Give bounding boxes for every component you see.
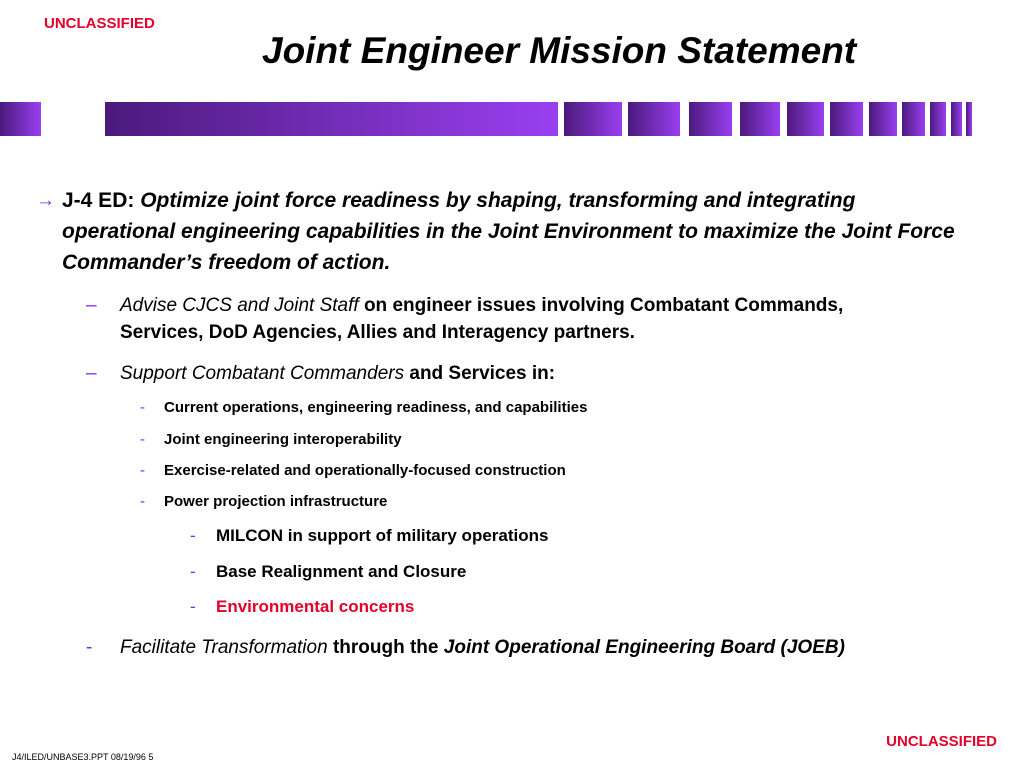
dash-bullet-icon: -	[140, 431, 145, 448]
dash-bullet-icon: -	[140, 493, 145, 510]
support-item-text: Joint engineering interoperability	[164, 431, 402, 448]
arrow-right-icon: →	[36, 190, 55, 211]
list-item	[140, 461, 864, 481]
list-item	[190, 561, 916, 583]
support-rest: and Services in:	[404, 363, 556, 384]
support-bullet	[86, 360, 920, 387]
support-item-text: Current operations, engineering readiness, and capabilities	[164, 399, 588, 416]
main-bullet-lead: J-4 ED:	[62, 189, 141, 212]
facilitate-bold-italic: Joint Operational Engineering Board (JOEB)	[443, 637, 845, 658]
support-item-text: Power projection infrastructure	[164, 493, 388, 510]
sub-item-text-highlighted: Environmental concerns	[216, 597, 415, 616]
classification-label-bottom: UNCLASSIFIED	[886, 733, 997, 750]
advise-rest: on engineer issues involving Combatant Commands, Services, DoD Agencies, Allies and Interagency partners.	[120, 295, 844, 343]
support-italic: Support Combatant Commanders	[120, 363, 405, 384]
list-item	[140, 398, 864, 418]
advise-bullet	[86, 292, 920, 346]
dash-bullet-icon: –	[86, 295, 97, 316]
advise-italic: Advise CJCS and Joint Staff	[120, 295, 359, 316]
list-item	[140, 492, 864, 512]
main-bullet	[36, 185, 962, 278]
sub-item-text: MILCON in support of military operations	[216, 526, 549, 545]
dash-bullet-icon: -	[190, 562, 196, 581]
footer-file-code: J4/ILED/UNBASE3.PPT 08/19/96 5	[12, 752, 154, 762]
dash-bullet-icon: -	[190, 526, 196, 545]
list-item	[140, 430, 864, 450]
dash-bullet-icon: –	[86, 363, 97, 384]
dash-bullet-icon: -	[190, 597, 196, 616]
list-item	[190, 596, 916, 618]
support-item-text: Exercise-related and operationally-focused construction	[164, 462, 566, 479]
dash-bullet-icon: -	[86, 637, 93, 658]
facilitate-middle: through the	[327, 637, 444, 658]
main-bullet-text: Optimize joint force readiness by shaping, transforming and integrating operational engineering capabilities in the Joint Environment to maximize the Joint Force Commander’s freedom of action.	[62, 189, 955, 274]
slide-title: Joint Engineer Mission Statement	[262, 30, 857, 71]
facilitate-italic: Facilitate Transformation	[120, 637, 328, 658]
classification-label-top: UNCLASSIFIED	[44, 15, 155, 32]
sub-item-text: Base Realignment and Closure	[216, 562, 467, 581]
dash-bullet-icon: -	[140, 399, 145, 416]
list-item	[190, 525, 916, 547]
dash-bullet-icon: -	[140, 462, 145, 479]
facilitate-bullet	[86, 634, 920, 661]
